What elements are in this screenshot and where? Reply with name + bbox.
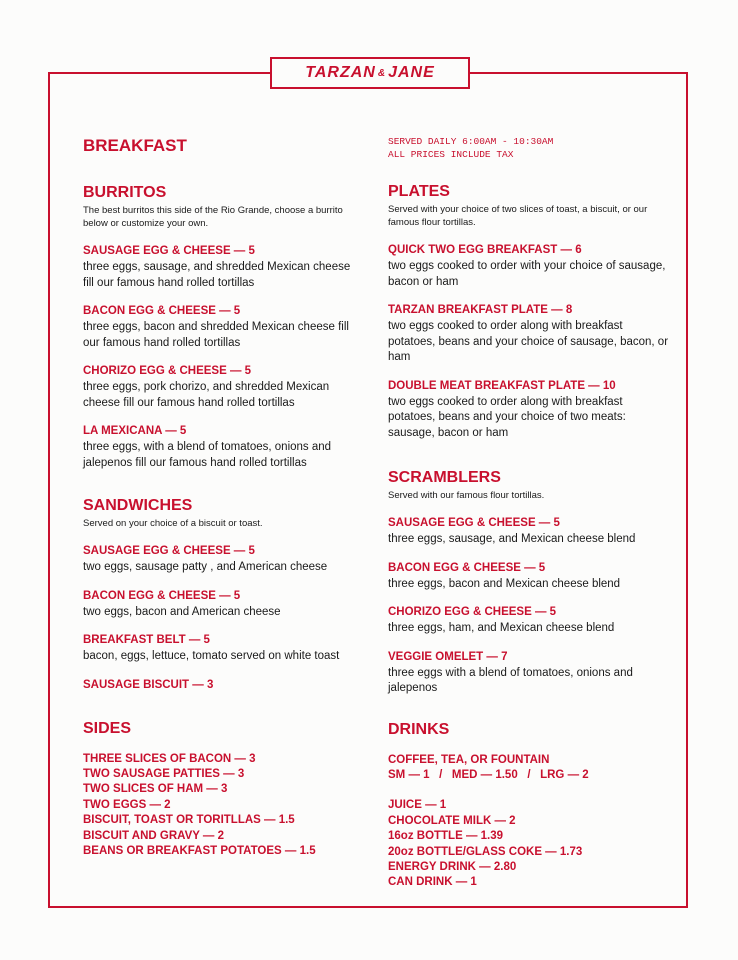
item-description: three eggs, bacon and Mexican cheese blend — [388, 577, 621, 590]
item-description: two eggs cooked to order along with breakfast potatoes, beans and your choice of sausage, bacon, or ham — [388, 320, 669, 363]
sides-heading: SIDES — [83, 719, 132, 737]
hours-text: SERVED DAILY 6:00AM - 10:30AM — [388, 136, 554, 147]
item-description: two eggs cooked to order along with breakfast potatoes, beans and your choice of two meats: sausage, bacon or ham — [388, 395, 626, 439]
menu-item — [388, 516, 673, 548]
menu-item — [388, 605, 673, 637]
sandwiches-heading: SANDWICHES — [83, 497, 193, 514]
menu-item — [83, 633, 363, 665]
sandwiches-note: Served on your choice of a biscuit or toast. — [83, 518, 263, 529]
item-name: BACON EGG & CHEESE — 5 — [83, 305, 241, 317]
item-name: QUICK TWO EGG BREAKFAST — 6 — [388, 244, 582, 256]
item-description: bacon, eggs, lettuce, tomato served on white toast — [83, 650, 340, 662]
menu-item — [388, 379, 673, 442]
item-description: three eggs, ham, and Mexican cheese blend — [388, 622, 615, 634]
item-description: two eggs cooked to order with your choice of sausage, bacon or ham — [388, 260, 666, 288]
item-description: two eggs, sausage patty , and American cheese — [83, 561, 328, 573]
drinks-heading: DRINKS — [388, 720, 450, 738]
list-item: CHOCOLATE MILK — 2 — [388, 814, 516, 827]
list-item: 16oz BOTTLE — 1.39 — [388, 830, 504, 843]
list-item: 20oz BOTTLE/GLASS COKE — 1.73 — [388, 845, 583, 858]
brand-logo — [270, 57, 470, 89]
list-item: TWO SLICES OF HAM — 3 — [83, 783, 228, 796]
scramblers-heading: SCRAMBLERS — [388, 469, 501, 486]
item-name: BACON EGG & CHEESE — 5 — [83, 589, 241, 602]
prices-note: ALL PRICES INCLUDE TAX — [388, 148, 514, 160]
brand-right: JANE — [388, 64, 435, 81]
fountain-sizes: SM — 1 / MED — 1.50 / LRG — 2 — [388, 768, 589, 781]
list-item: THREE SLICES OF BACON — 3 — [83, 752, 256, 765]
left-column — [83, 136, 363, 859]
item-name: SAUSAGE EGG & CHEESE — 5 — [388, 517, 560, 529]
item-description: three eggs with a blend of tomatoes, onions and jalepenos — [388, 666, 633, 694]
item-name: SAUSAGE EGG & CHEESE — 5 — [83, 245, 255, 257]
item-name: CHORIZO EGG & CHEESE — 5 — [83, 365, 252, 377]
drinks-list — [388, 798, 673, 890]
item-name: VEGGIE OMELET — 7 — [388, 650, 508, 663]
list-item: TWO EGGS — 2 — [83, 798, 171, 811]
list-item: BISCUIT AND GRAVY — 2 — [83, 829, 224, 842]
item-name: CHORIZO EGG & CHEESE — 5 — [388, 606, 557, 618]
item-description: three eggs, pork chorizo, and shredded Mexican cheese fill our famous hand rolled tortillas — [83, 381, 330, 409]
item-description: three eggs, bacon and shredded Mexican cheese fill our famous hand rolled tortillas — [83, 321, 349, 349]
item-description: two eggs, bacon and American cheese — [83, 605, 281, 618]
menu-item — [83, 364, 363, 411]
list-item: JUICE — 1 — [388, 799, 447, 812]
list-item: BEANS OR BREAKFAST POTATOES — 1.5 — [83, 844, 316, 857]
burritos-note: The best burritos this side of the Rio Grande, choose a burrito below or customize your own. — [83, 205, 343, 229]
list-item: CAN DRINK — 1 — [388, 876, 477, 889]
item-name: BACON EGG & CHEESE — 5 — [388, 561, 546, 574]
sides-list — [83, 752, 363, 860]
menu-item — [83, 424, 363, 471]
item-name: SAUSAGE EGG & CHEESE — 5 — [83, 545, 255, 557]
brand-ampersand: & — [377, 67, 387, 79]
list-item: BISCUIT, TOAST OR TORITLLAS — 1.5 — [83, 814, 295, 827]
menu-item — [83, 544, 363, 576]
item-description: three eggs, with a blend of tomatoes, onions and jalepenos fill our famous hand rolled tortillas — [83, 441, 332, 469]
item-description: three eggs, sausage, and shredded Mexican cheese fill our famous hand rolled tortillas — [83, 261, 351, 289]
menu-item — [83, 304, 363, 351]
item-description: three eggs, sausage, and Mexican cheese blend — [388, 533, 636, 545]
list-item: ENERGY DRINK — 2.80 — [388, 860, 517, 873]
scramblers-note: Served with our famous flour tortillas. — [388, 490, 545, 501]
menu-item — [83, 589, 363, 621]
fountain-label: COFFEE, TEA, OR FOUNTAIN — [388, 753, 550, 766]
menu-item — [388, 243, 673, 290]
item-name: BREAKFAST BELT — 5 — [83, 634, 210, 646]
page-title: BREAKFAST — [83, 136, 187, 155]
menu-item — [388, 561, 673, 593]
item-name: TARZAN BREAKFAST PLATE — 8 — [388, 304, 573, 316]
item-name: LA MEXICANA — 5 — [83, 425, 187, 437]
menu-item — [388, 650, 673, 697]
menu-item — [83, 244, 363, 291]
menu-item — [388, 303, 673, 366]
right-column — [388, 136, 673, 891]
list-item: TWO SAUSAGE PATTIES — 3 — [83, 767, 245, 780]
brand-left: TARZAN — [305, 64, 376, 81]
fountain-block — [388, 753, 673, 784]
burritos-heading: BURRITOS — [83, 184, 167, 201]
menu-item — [83, 678, 363, 692]
plates-note: Served with your choice of two slices of toast, a biscuit, or our famous flour tortillas. — [388, 204, 648, 228]
plates-heading: PLATES — [388, 183, 450, 200]
item-name: DOUBLE MEAT BREAKFAST PLATE — 10 — [388, 379, 616, 392]
item-name: SAUSAGE BISCUIT — 3 — [83, 678, 214, 691]
